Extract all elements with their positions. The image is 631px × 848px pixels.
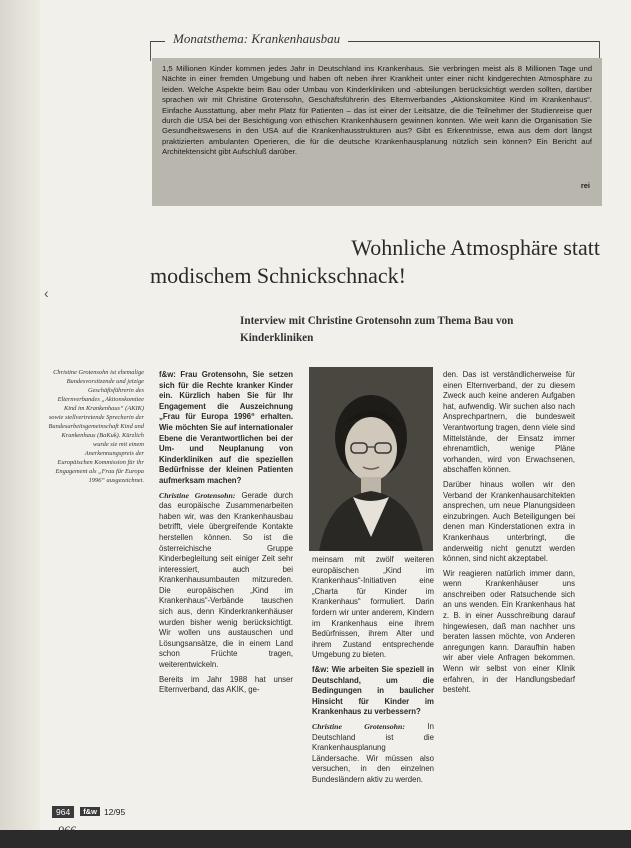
col2-question	[312, 665, 434, 718]
col3-paragraph-3	[443, 569, 575, 696]
portrait-photo	[309, 367, 433, 551]
answer-text: Gerade durch das europäische Zusammenarbeiten haben wir, was den Krankenhausbau betrifft, viele übergreifende Kontakte herstellen können. So ist die österreichische Gruppe Kinderbegleitung seit einiger Zeit sehr interessiert, auch bei Krankenhausumbauten mitzureden. Die europäischen „Kind im Krankenhaus“-Verbände tauschen sich aus, denn Kinderkrankenhäuser wurden bisher wenig berücksichtigt. Wir wollen uns austauschen und Lösungsansätze, die in einem Land schon Früchte tragen, weiterentwickeln.	[159, 490, 293, 670]
scan-bottom-band	[0, 830, 631, 848]
answer-text: Darüber hinaus wollen wir den Verband der Krankenhausarchitekten ansprechen, um neue Planungsideen einzubringen. Auch Beteiligungen bei denen man Kinderstationen extra in Krankenhaus unterbringt, die anderweitig nicht genutzt werden können, sind nicht akzeptabel.	[443, 479, 575, 564]
col1-answer	[159, 491, 293, 671]
answer-text: meinsam mit zwölf weiteren europäischen „Kind im Krankenhaus“-Initiativen eine „Charta für Kinder im Krankenhaus“ formuliert. Darin fordern wir unter anderem, Kindern im Krankenhaus eine ihrem Bedürfnissen, ihrem Alter und ihrem Zustand entsprechende Umgebung zu bieten.	[312, 555, 434, 660]
speaker-name: Christine Grotensohn:	[159, 490, 236, 500]
headline	[150, 234, 600, 290]
section-title: Monatsthema: Krankenhausbau	[165, 31, 348, 47]
magazine-logo: f&w	[80, 807, 100, 816]
interview-column-1	[159, 370, 293, 700]
intro-text: 1,5 Millionen Kinder kommen jedes Jahr in Deutschland ins Krankenhaus. Sie verbringen meist als 8 Millionen Tage und Nächte in einer fremden Umgebung und haben oft neben ihrer Krankheit unter einer nicht kindgerechten Atmosphäre zu leiden. Welche Aspekte beim Bau oder Umbau von Kinderkliniken und -abteilungen berücksichtigt werden sollten, darüber sprachen wir mit Christine Grotensohn, Geschäftsführerin des Elternverbandes „Aktionskomitee Kind im Krankenhaus“. Einfache Ausstattung, aber mehr Platz für Patienten – das ist einer der Leitsätze, die die Teilnehmer der Studienreise quer durch die USA bei der Besichtigung von ethischen Krankenhäusern gewinnen konnten. Wie weit kann die Organisation Sie Gesundheitswesens in den USA auf die Krankenhausstrukturen aus? Gibt es Erkenntnisse, etwa aus dem dort längst praktizierten ambulanten Operieren, die für die deutsche Krankenhausplanung nützlich sein können? Ein Bericht auf Architektensicht gibt Aufschluß darüber.	[162, 64, 592, 157]
subheadline: Interview mit Christine Grotensohn zum Thema Bau von Kinderkliniken	[240, 315, 514, 344]
col1-answer-continued	[159, 675, 293, 696]
answer-text: Bereits im Jahr 1988 hat unser Elternverband, das AKIK, ge-	[159, 674, 293, 695]
header-frame-left	[150, 41, 151, 61]
col3-paragraph-1	[443, 370, 575, 476]
speaker-name: Christine Grotensohn:	[312, 721, 405, 731]
intro-signature: rei	[580, 181, 590, 190]
author-bio: Christine Grotensohn ist ehemalige Bundesvorsitzende und jetzige Geschäftsführerin des Elternverbandes „Aktionskomitee Kind im Krankenhaus“ (AKIK) sowie stellvertretende Sprecherin der Bundesarbeitsgemeinschaft Kind und Krankenhaus (BaKuk). Kürzlich wurde sie mit einem Anerkennungspreis der Europäischen Kommission für ihr Engagement als „Frau für Europa 1996“ ausgezeichnet.	[48, 369, 144, 484]
answer-text: den. Das ist verständlicherweise für einen Elternverband, der zu diesem Zweck auch keine anderen Aufgaben hat, aufwendig. Wir suchen also nach Ansprechpartnern, die bundesweit Verantwortung tragen, denn viele sind Mittelstände, der Einsatz immer ehrenamtlich, wenige Pläne vorhanden, wird von Erwachsenen, abschaffen können.	[443, 370, 575, 475]
question-text: f&w: Frau Grotensohn, Sie setzen sich für die Rechte kranker Kinder ein. Kürzlich haben Sie für Ihr Engagement die Auszeichnung „Frau für Europa 1996“ erhalten. Wie möchten Sie auf internationaler Ebene die Verantwortlichen bei der Um- und Neuplanung von Kinderkliniken auf die speziellen Bedürfnisse der kleinen Patienten aufmerksam machen?	[159, 370, 293, 485]
page-number: 964	[52, 806, 74, 818]
headline-line-1: Wohnliche Atmosphäre statt	[351, 235, 600, 260]
page-edge-shadow	[0, 0, 40, 848]
interview-column-3	[443, 370, 575, 700]
issue-number: 12/95	[103, 806, 126, 817]
page-footer	[52, 805, 125, 818]
punch-hole-mark: ‹	[44, 285, 49, 301]
col3-paragraph-2	[443, 480, 575, 565]
answer-text: In Deutschland ist die Krankenhausplanung Ländersache. Wir müssen also versuchen, in den einzelnen Bundesländern aktiv zu werden.	[312, 721, 435, 784]
question-text: f&w: Wie arbeiten Sie speziell in Deutschland, um die Bedingungen in baulicher Hinsicht für Kinder im Krankenhaus zu verbessern?	[312, 664, 434, 717]
col2-answer	[312, 722, 434, 786]
answer-text: Wir reagieren natürlich immer dann, wenn Krankenhäuser uns anschreiben oder Ratsuchende sich an uns wenden. Ein Krankenhaus hat z. B. in einer Ausschreibung darauf hingewiesen, daß man nachher uns beraten lassen möchte, von Anderen anregungen kann. Daraufhin haben wir aber viele Anfragen bekommen. Wenn wir selbst von einer Klinik erfahren, in der Handlungsbedarf besteht.	[443, 568, 575, 695]
col1-question	[159, 370, 293, 487]
interview-column-2	[312, 555, 434, 789]
portrait-illustration	[309, 367, 433, 551]
headline-line-2: modischem Schnickschnack!	[150, 263, 406, 288]
col2-answer-continued	[312, 555, 434, 661]
intro-box	[152, 58, 602, 206]
